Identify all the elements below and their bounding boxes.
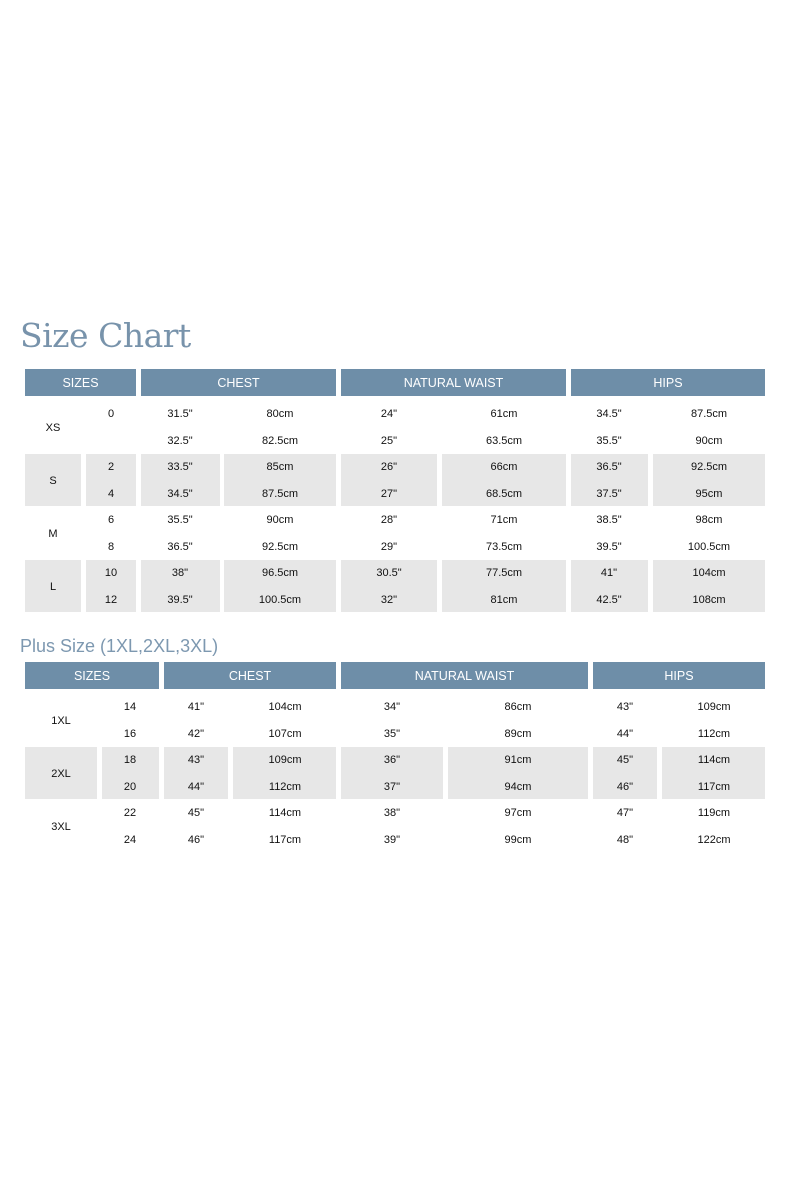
size-group-label: S [49, 474, 57, 487]
cell-waist-in: 25" [380, 434, 398, 447]
cell-hips-in: 47" [616, 807, 634, 820]
cell-size: 0 [107, 408, 115, 421]
cell-hips-in: 42.5" [596, 593, 622, 606]
header-sizes: SIZES [25, 662, 159, 689]
cell-chest-in: 33.5" [167, 461, 193, 474]
cell-size: 10 [104, 567, 118, 580]
cell-hips-cm: 87.5cm [690, 408, 728, 421]
cell-hips-cm: 109cm [697, 701, 731, 714]
cell-chest-in: 46" [187, 833, 205, 846]
cell-size: 12 [104, 593, 118, 606]
cell-chest-cm: 90cm [266, 514, 294, 527]
cell-chest-in: 36.5" [167, 540, 193, 553]
cell-size: 24 [123, 833, 137, 846]
cell-waist-in: 37" [383, 780, 401, 793]
header-hips: HIPS [571, 369, 765, 396]
cell-chest-cm: 107cm [268, 727, 302, 740]
header-chest: CHEST [141, 369, 336, 396]
cell-waist-cm: 89cm [504, 727, 532, 740]
cell-hips-in: 38.5" [596, 514, 622, 527]
size-group-label: 1XL [51, 714, 71, 727]
cell-chest-in: 41" [187, 701, 205, 714]
cell-waist-cm: 73.5cm [485, 540, 523, 553]
cell-chest-in: 32.5" [167, 434, 193, 447]
cell-hips-in: 35.5" [596, 434, 622, 447]
cell-chest-cm: 96.5cm [261, 567, 299, 580]
cell-hips-cm: 114cm [697, 754, 731, 767]
cell-hips-cm: 100.5cm [687, 540, 731, 553]
cell-chest-cm: 109cm [268, 754, 302, 767]
cell-waist-cm: 77.5cm [485, 567, 523, 580]
cell-size: 14 [123, 701, 137, 714]
cell-waist-in: 28" [380, 514, 398, 527]
cell-hips-cm: 112cm [697, 727, 731, 740]
size-group-label: L [49, 580, 57, 593]
cell-chest-cm: 117cm [268, 833, 302, 846]
size-group-label: M [48, 527, 58, 540]
cell-waist-in: 35" [383, 727, 401, 740]
cell-waist-in: 39" [383, 833, 401, 846]
cell-waist-in: 26" [380, 461, 398, 474]
cell-chest-in: 35.5" [167, 514, 193, 527]
cell-hips-in: 36.5" [596, 461, 622, 474]
page-title: Size Chart [20, 316, 191, 355]
cell-waist-in: 24" [380, 408, 398, 421]
cell-waist-cm: 91cm [504, 754, 532, 767]
cell-chest-cm: 92.5cm [261, 540, 299, 553]
cell-size: 2 [107, 461, 115, 474]
cell-waist-in: 34" [383, 701, 401, 714]
cell-waist-in: 38" [383, 807, 401, 820]
header-natural-waist: NATURAL WAIST [341, 662, 588, 689]
cell-waist-cm: 99cm [504, 833, 532, 846]
cell-waist-in: 30.5" [376, 567, 402, 580]
cell-hips-in: 44" [616, 727, 634, 740]
cell-size: 8 [107, 540, 115, 553]
cell-chest-cm: 100.5cm [258, 593, 302, 606]
cell-hips-in: 48" [616, 833, 634, 846]
plus-size-title: Plus Size (1XL,2XL,3XL) [20, 636, 219, 656]
cell-hips-cm: 108cm [692, 593, 726, 606]
cell-hips-cm: 104cm [692, 567, 726, 580]
cell-hips-in: 34.5" [596, 408, 622, 421]
cell-chest-in: 43" [187, 754, 205, 767]
header-hips: HIPS [593, 662, 765, 689]
size-group-label: 2XL [51, 767, 71, 780]
cell-chest-in: 45" [187, 807, 205, 820]
cell-chest-in: 44" [187, 780, 205, 793]
cell-waist-cm: 63.5cm [485, 434, 523, 447]
cell-hips-cm: 117cm [697, 780, 731, 793]
cell-waist-cm: 97cm [504, 807, 532, 820]
cell-hips-cm: 119cm [697, 807, 731, 820]
cell-chest-cm: 87.5cm [261, 487, 299, 500]
cell-chest-cm: 114cm [268, 807, 302, 820]
cell-chest-in: 42" [187, 727, 205, 740]
cell-hips-cm: 90cm [695, 434, 723, 447]
cell-hips-cm: 95cm [695, 487, 723, 500]
cell-waist-cm: 61cm [490, 408, 518, 421]
cell-waist-in: 29" [380, 540, 398, 553]
cell-hips-cm: 98cm [695, 514, 723, 527]
cell-chest-in: 34.5" [167, 487, 193, 500]
size-group-label: 3XL [51, 820, 71, 833]
cell-hips-in: 46" [616, 780, 634, 793]
cell-hips-in: 37.5" [596, 487, 622, 500]
cell-waist-cm: 68.5cm [485, 487, 523, 500]
cell-waist-cm: 94cm [504, 780, 532, 793]
cell-hips-in: 43" [616, 701, 634, 714]
cell-waist-cm: 81cm [490, 593, 518, 606]
cell-chest-in: 38" [171, 567, 189, 580]
cell-waist-in: 27" [380, 487, 398, 500]
cell-chest-cm: 80cm [266, 408, 294, 421]
header-sizes: SIZES [25, 369, 136, 396]
cell-size: 4 [107, 487, 115, 500]
cell-hips-cm: 122cm [697, 833, 731, 846]
cell-size: 6 [107, 514, 115, 527]
cell-chest-in: 31.5" [167, 408, 193, 421]
cell-size: 20 [123, 780, 137, 793]
cell-chest-cm: 85cm [266, 461, 294, 474]
cell-hips-in: 45" [616, 754, 634, 767]
cell-chest-cm: 104cm [268, 701, 302, 714]
cell-chest-in: 39.5" [167, 593, 193, 606]
cell-hips-in: 41" [600, 567, 618, 580]
cell-size: 16 [123, 727, 137, 740]
cell-hips-in: 39.5" [596, 540, 622, 553]
cell-waist-in: 36" [383, 754, 401, 767]
cell-chest-cm: 112cm [268, 780, 302, 793]
header-natural-waist: NATURAL WAIST [341, 369, 566, 396]
cell-chest-cm: 82.5cm [261, 434, 299, 447]
cell-size: 18 [123, 754, 137, 767]
header-chest: CHEST [164, 662, 336, 689]
cell-waist-cm: 86cm [504, 701, 532, 714]
cell-waist-cm: 66cm [490, 461, 518, 474]
cell-size: 22 [123, 807, 137, 820]
cell-hips-cm: 92.5cm [690, 461, 728, 474]
size-group-label: XS [45, 421, 61, 434]
cell-waist-cm: 71cm [490, 514, 518, 527]
cell-waist-in: 32" [380, 593, 398, 606]
